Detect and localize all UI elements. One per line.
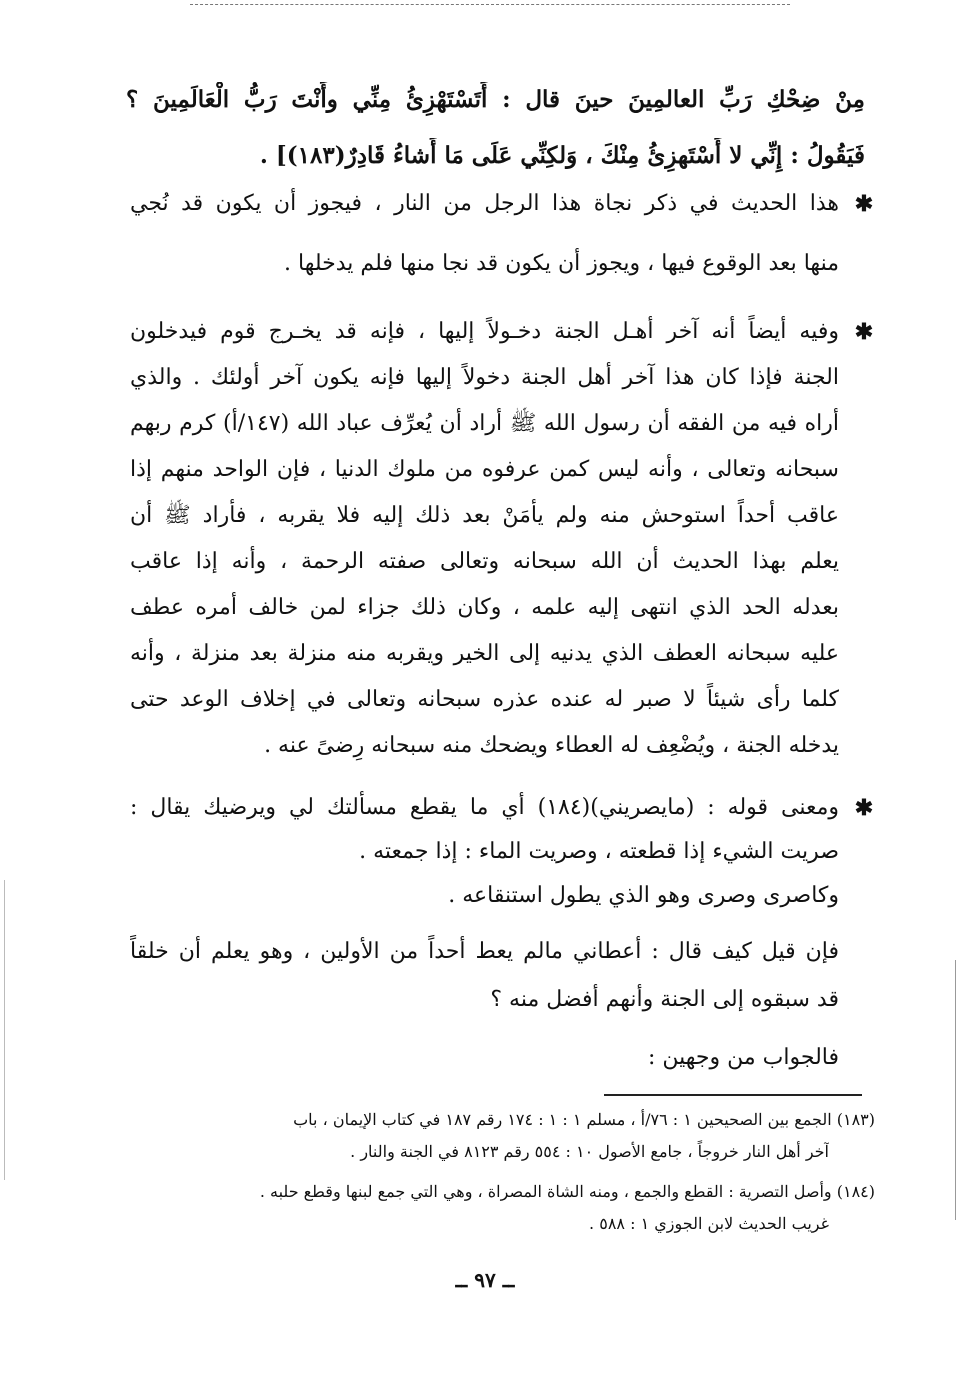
- footnote-184-line-2: غريب الحديث لابن الجوزي ١ : ٥٨٨ .: [589, 1214, 829, 1233]
- para2-line-10: يدخله الجنة ، ويُضْعِف له العطاء ويضحك منه سبحانه رِضىً عنه .: [264, 733, 839, 758]
- para4-line-1: فإن قيل كيف قال : أعطاني مالم يعط أحداً من الأولين ، وهو يعلم أن خلقاً: [130, 939, 839, 964]
- footnote-183-line-2: آخر أهل النار خروجاً ، جامع الأصول ١٠ : ٥٥٤ رقم ٨١٢٣ في الجنة والنار .: [350, 1142, 829, 1161]
- para4-line-2: قد سبقوه إلى الجنة وأنهم أفضل منه ؟: [490, 987, 839, 1012]
- page-number: ــ ٩٧ ــ: [455, 1268, 515, 1292]
- bullet-icon: ✱: [854, 319, 874, 345]
- bullet-icon: ✱: [854, 795, 874, 821]
- para2-line-4: سبحانه وتعالى ، وأنه ليس كمن عرفوه من ملوك الدنيا ، فإن الواحد منهم إذا: [130, 457, 839, 482]
- bullet-icon: ✱: [854, 191, 874, 217]
- para2-line-1: وفيه أيضاً أنه آخر أهـل الجنة دخـولاً إليها ، فإنه قد يخـرج قوم فيدخلون: [130, 319, 839, 344]
- scan-artifact-left: [4, 880, 5, 1180]
- para2-line-5: عاقب أحداً استوحش منه ولم يأمَنْ بعد ذلك إليه فلا يقربه ، فأراد ﷺ أن: [130, 503, 839, 528]
- answer-line: فالجواب من وجهين :: [648, 1045, 839, 1070]
- footnote-divider: [604, 1094, 862, 1096]
- para2-line-9: كلما رأى شيئاً لا صبر له عنده عذره سبحانه وتعالى في إخلاف الوعد حتى: [130, 687, 839, 712]
- para1-line-2: منها بعد الوقوع فيها ، ويجوز أن يكون قد نجا منها فلم يدخلها .: [284, 251, 839, 276]
- para2-line-3: أراه فيه من الفقه أن رسول الله ﷺ أراد أن يُعرِّف عباد الله (١٤٧/أ) كرم ربهم: [130, 411, 839, 436]
- scan-artifact-right: [955, 960, 956, 1220]
- scan-artifact-top: [190, 4, 790, 6]
- opening-line-1: مِنْ ضِحْكِ رَبِّ العالمِينَ حينَ قال : أَتَسْتَهْزِئُ مِنِّي وأَنْتَ رَبُّ الْعَالَمِينَ ؟: [126, 86, 865, 113]
- para3-line-1: ومعنى قوله : (مايصريني)(١٨٤) أي ما يقطع مسألتك لي ويرضيك يقال :: [130, 795, 839, 820]
- para2-line-8: عليه سبحانه العطف الذي يدنيه إلى الخير ويقربه منه منزلة بعد منزلة ، وأنه: [130, 641, 839, 666]
- para2-line-2: الجنة فإذا كان هذا آخر أهل الجنة دخولاً إليها فإنه يكون آخر أولئك . والذي: [130, 365, 839, 390]
- opening-line-2: فَيَقُولُ : إِنِّي لا أَسْتَهزِئُ مِنْكَ ، وَلكِنِّي عَلَى مَا أَشاءُ قَادِرٌ(١٨٣)] .: [259, 142, 865, 169]
- para3-line-2: صريت الشيء إذا قطعته ، وصريت الماء : إذا جمعته .: [359, 839, 839, 864]
- para2-line-6: يعلم بهذا الحديث أن الله سبحانه وتعالى صفته الرحمة ، وأنه إذا عاقب: [130, 549, 839, 574]
- footnote-183-line-1: (١٨٣) الجمع بين الصحيحين ١ : ٧٦/أ ، مسلم ١ : ١ : ١٧٤ رقم ١٨٧ في كتاب الإيمان ، باب: [293, 1110, 875, 1129]
- para2-line-7: بعدله الحد الذي انتهى إليه علمه ، وكان ذلك جزاء لمن خالف أمره عطف: [130, 595, 839, 620]
- para3-line-3: وكاصرى وصرى وهو الذي يطول استنقاعه .: [448, 883, 839, 908]
- para1-line-1: هذا الحديث في ذكر نجاة هذا الرجل من النار ، فيجوز أن يكون قد نُجي: [130, 191, 839, 216]
- footnote-184-line-1: (١٨٤) وأصل التصرية : القطع والجمع ، ومنه الشاة المصراة ، وهي التي جمع لبنها وقطع حلبه .: [259, 1182, 875, 1201]
